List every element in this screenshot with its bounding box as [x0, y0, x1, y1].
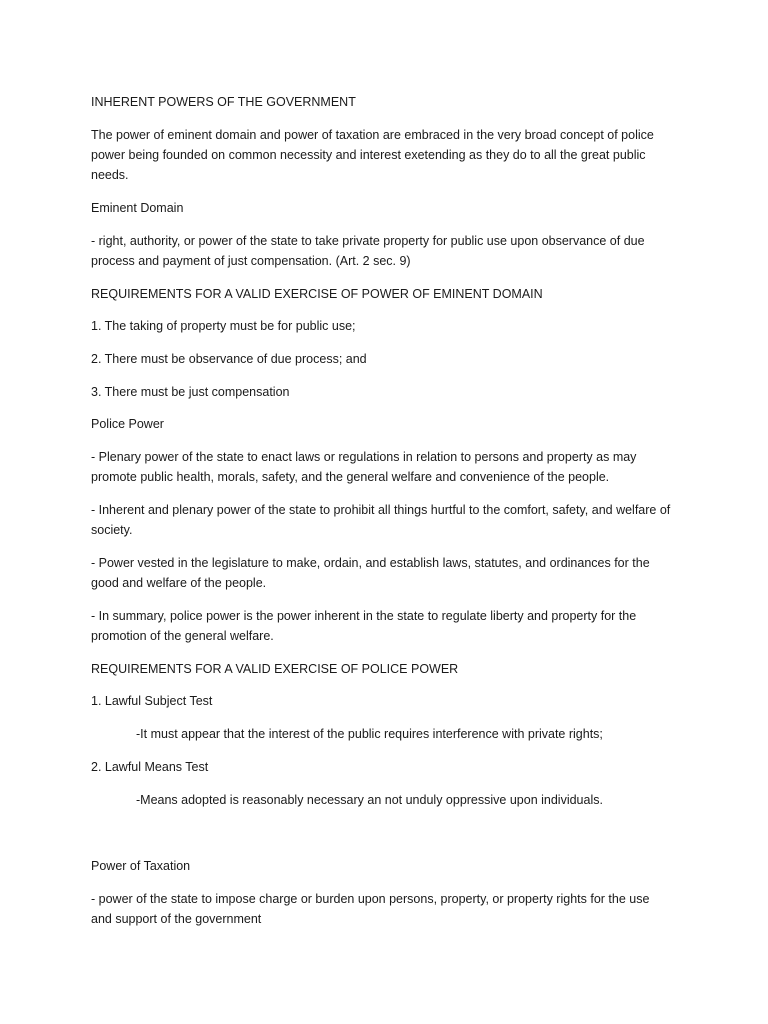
- police-power-definition-2: - Inherent and plenary power of the state to prohibit all things hurtful to the comfort, safety, and welfare of society.: [91, 503, 671, 537]
- eminent-domain-requirement-2: 2. There must be observance of due process; and: [91, 352, 367, 366]
- eminent-domain-definition: - right, authority, or power of the state to take private property for public use upon observance of due process and payment of just compensation. (Art. 2 sec. 9): [91, 234, 645, 268]
- intro-paragraph: The power of eminent domain and power of taxation are embraced in the very broad concept of police power being founded on common necessity and interest exetending as they do to all the great public needs.: [91, 128, 654, 182]
- police-power-heading: Police Power: [91, 417, 164, 431]
- police-power-requirements-heading: REQUIREMENTS FOR A VALID EXERCISE OF POLICE POWER: [91, 662, 459, 676]
- lawful-means-test: 2. Lawful Means Test: [91, 760, 209, 774]
- police-power-definition-3: - Power vested in the legislature to make, ordain, and establish laws, statutes, and ordinances for the good and welfare of the people.: [91, 556, 650, 590]
- eminent-domain-requirements-heading: REQUIREMENTS FOR A VALID EXERCISE OF POWER OF EMINENT DOMAIN: [91, 287, 543, 301]
- lawful-subject-test: 1. Lawful Subject Test: [91, 694, 213, 708]
- taxation-heading: Power of Taxation: [91, 859, 191, 873]
- police-power-definition-4: - In summary, police power is the power inherent in the state to regulate liberty and property for the promotion of the general welfare.: [91, 609, 637, 643]
- eminent-domain-requirement-3: 3. There must be just compensation: [91, 385, 290, 399]
- lawful-subject-test-detail: -It must appear that the interest of the public requires interference with private rights;: [136, 727, 603, 741]
- eminent-domain-requirement-1: 1. The taking of property must be for public use;: [91, 319, 356, 333]
- taxation-definition: - power of the state to impose charge or burden upon persons, property, or property rights for the use and support of the government: [91, 892, 650, 926]
- eminent-domain-heading: Eminent Domain: [91, 201, 184, 215]
- police-power-definition-1: - Plenary power of the state to enact laws or regulations in relation to persons and property as may promote public health, morals, safety, and the general welfare and convenience of the people.: [91, 450, 637, 484]
- document-title: INHERENT POWERS OF THE GOVERNMENT: [91, 95, 356, 109]
- lawful-means-test-detail: -Means adopted is reasonably necessary an not unduly oppressive upon individuals.: [136, 793, 603, 807]
